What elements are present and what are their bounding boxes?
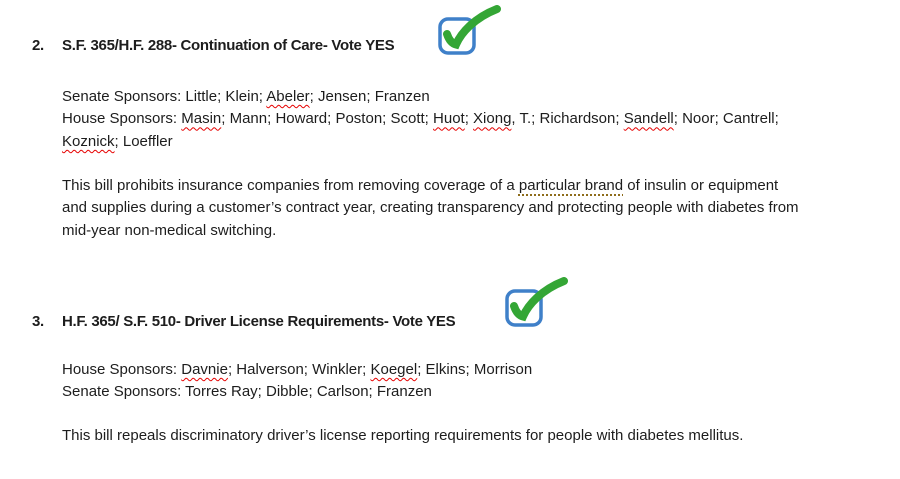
bill-title: S.F. 365/H.F. 288- Continuation of Care- Vote YES — [62, 37, 395, 54]
refinement-suggestion-text: particular brand — [518, 177, 624, 194]
bill-number: 2. — [32, 37, 44, 54]
text-segment: This bill prohibits insurance companies from removing coverage of a — [62, 177, 519, 194]
bill-description — [62, 425, 743, 447]
text-segment: ; Loeffler — [114, 132, 173, 150]
sponsor-line — [62, 108, 779, 130]
text-segment: ; Elkins; Morrison — [417, 361, 533, 378]
misspelled-text: Abeler — [266, 88, 310, 105]
checkbox-checked-icon — [436, 5, 502, 59]
misspelled-text: Koegel — [370, 361, 418, 378]
bill-number: 3. — [32, 313, 44, 330]
sponsor-line — [62, 359, 532, 381]
text-segment: House Sponsors: — [62, 110, 182, 128]
sponsor-lines — [62, 86, 779, 153]
text-segment: ; Noor; Cantrell; — [673, 110, 779, 128]
description-line — [62, 425, 743, 447]
sponsor-line — [62, 131, 779, 153]
text-segment: mid-year non-medical switching. — [62, 221, 277, 239]
text-segment: and supplies during a customer’s contract year, creating transparency and protecting people with diabetes from — [62, 199, 799, 217]
bill-description — [62, 175, 799, 242]
misspelled-text: Xiong — [473, 110, 512, 128]
text-segment: of insulin or equipment — [623, 177, 779, 194]
bill-title: H.F. 365/ S.F. 510- Driver License Requirements- Vote YES — [62, 313, 456, 330]
misspelled-text: Koznick — [62, 132, 115, 150]
text-segment: Senate Sponsors: Torres Ray; Dibble; Carlson; Franzen — [62, 383, 432, 401]
text-segment: , T.; Richardson; — [511, 110, 624, 128]
text-segment: ; Mann; Howard; Poston; Scott; — [221, 110, 434, 128]
sponsor-line — [62, 381, 532, 403]
text-segment: ; Halverson; Winkler; — [227, 361, 371, 378]
sponsor-line — [62, 86, 779, 108]
text-segment: Senate Sponsors: Little; Klein; — [62, 88, 267, 105]
sponsor-lines — [62, 359, 532, 404]
text-segment: ; — [464, 110, 474, 128]
text-segment: ; Jensen; Franzen — [309, 88, 430, 105]
bill-heading — [32, 313, 455, 330]
bill-heading — [32, 37, 394, 54]
misspelled-text: Davnie — [181, 361, 228, 378]
description-line — [62, 220, 799, 242]
description-line — [62, 175, 799, 197]
misspelled-text: Masin — [181, 110, 222, 128]
text-segment: This bill repeals discriminatory driver’s license reporting requirements for people with diabetes mellitus. — [62, 427, 744, 444]
misspelled-text: Huot — [433, 110, 465, 128]
misspelled-text: Sandell — [623, 110, 674, 128]
description-line — [62, 197, 799, 219]
text-segment: House Sponsors: — [62, 361, 182, 378]
checkbox-checked-icon — [503, 277, 569, 331]
